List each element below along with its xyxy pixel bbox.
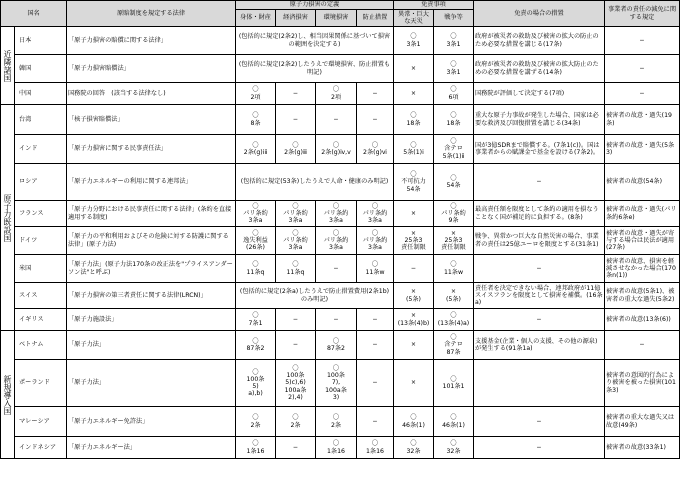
table-row xyxy=(1,283,680,309)
liability-reduction-cell: 被害者の故意、損害を軽減させなかった場合(170条n(1)) xyxy=(605,255,680,283)
country-name: 韓国 xyxy=(15,55,67,83)
person-property-cell: 〇 87条2 xyxy=(236,331,276,360)
economic-loss-cell: 〇 パリ条約 3条a xyxy=(276,201,316,227)
war-cell: 〇 18条 xyxy=(434,105,474,135)
natural-disaster-cell: × xyxy=(394,201,434,227)
country-name: 米国 xyxy=(15,255,67,283)
natural-disaster-cell: × xyxy=(394,360,434,407)
table-row xyxy=(1,227,680,255)
liability-reduction-cell: 被害者の故意・過失(パリ条約6条e) xyxy=(605,201,680,227)
damage-definition-summary: (包括的に規定(2条a)したうえで防止措置費用(2条1b)のみ明記) xyxy=(236,283,394,309)
header-country: 国名 xyxy=(1,1,67,27)
exemption-measures-cell: 戦争、異常かつ巨大な自然災害の場合、事業者の責任は25億ユーロを限度とする(31条1) xyxy=(474,227,605,255)
natural-disaster-cell: 〇 46条(1) xyxy=(394,407,434,437)
economic-loss-cell: 〇 100条 5)c),6) 100a条 2),4) xyxy=(276,360,316,407)
country-name: マレーシア xyxy=(15,407,67,437)
exemption-measures-cell: − xyxy=(474,407,605,437)
natural-disaster-cell: × (5条) xyxy=(394,283,434,309)
table-row xyxy=(1,201,680,227)
natural-disaster-cell: × (13条(4)b) xyxy=(394,309,434,331)
person-property-cell: 〇 2項 xyxy=(236,83,276,105)
economic-loss-cell: − xyxy=(276,105,316,135)
table-row xyxy=(1,437,680,459)
war-cell: × 25条3 責任制限 xyxy=(434,227,474,255)
exemption-measures-cell: 国が3億SDRまで賠償する。(7条1(c))。国は事業者からの賦課金で基金を設ける(7条2)。 xyxy=(474,135,605,164)
country-name: スイス xyxy=(15,283,67,309)
war-cell: 〇 32条 xyxy=(434,437,474,459)
exemption-measures-cell: 責任者を決定できない場合、連邦政府が11億スイスフランを限度として損害を補償。(16条a) xyxy=(474,283,605,309)
natural-disaster-cell: × xyxy=(394,83,434,105)
damage-definition-summary: (包括的に規定(2条2)したうえで環境損害、防止措置も明記) xyxy=(236,55,394,83)
table-row xyxy=(1,309,680,331)
economic-loss-cell: 〇 11条q xyxy=(276,255,316,283)
environmental-damage-cell: 〇 パリ条約 3条a xyxy=(316,227,357,255)
environmental-damage-cell: − xyxy=(316,309,357,331)
economic-loss-cell: − xyxy=(276,437,316,459)
preventive-measures-cell: 〇 11条w xyxy=(357,255,394,283)
preventive-measures-cell: − xyxy=(357,309,394,331)
preventive-measures-cell: − xyxy=(357,407,394,437)
law-name: 「原子力エネルギー免許法」 xyxy=(67,407,236,437)
exemption-measures-cell: 重大な原子力事故が発生した場合、国家は必要な救済及び回復措置を講じる(34条) xyxy=(474,105,605,135)
natural-disaster-cell: × xyxy=(394,55,434,83)
header-natural-disaster: 異常・巨大な天災 xyxy=(394,10,434,27)
table-row xyxy=(1,255,680,283)
liability-reduction-cell: − xyxy=(605,27,680,55)
table-row xyxy=(1,331,680,360)
environmental-damage-cell: − xyxy=(316,255,357,283)
country-name: インド xyxy=(15,135,67,164)
country-name: 中国 xyxy=(15,83,67,105)
war-cell: 〇 含テロ 5条(1)ⅱ xyxy=(434,135,474,164)
liability-reduction-cell: 被害者の故意・過失(5条3) xyxy=(605,135,680,164)
law-name: 国務院の回答 (該当する法律なし) xyxy=(67,83,236,105)
header-person-property: 身体・財産 xyxy=(236,10,276,27)
exemption-measures-cell: − xyxy=(474,309,605,331)
exemption-measures-cell: 国務院が評価して決定する(7項) xyxy=(474,83,605,105)
preventive-measures-cell: − xyxy=(357,331,394,360)
person-property-cell: 〇 1条16 xyxy=(236,437,276,459)
table-row xyxy=(1,105,680,135)
person-property-cell: 〇 8条 xyxy=(236,105,276,135)
preventive-measures-cell: 〇 パリ条約 3条a xyxy=(357,201,394,227)
table-row xyxy=(1,55,680,83)
person-property-cell: 〇 2条(g)ⅰⅱ xyxy=(236,135,276,164)
person-property-cell: 〇 逸失利益 (26条) xyxy=(236,227,276,255)
environmental-damage-cell: 〇 2項 xyxy=(316,83,357,105)
law-name: 「原子力損害に関する民事責任法」 xyxy=(67,135,236,164)
environmental-damage-cell: 〇 パリ条約 3条a xyxy=(316,201,357,227)
war-cell: 〇 パリ条約 9条 xyxy=(434,201,474,227)
category-label: 新規導入国 xyxy=(1,331,15,459)
natural-disaster-cell: 〇 3条1 xyxy=(394,27,434,55)
law-name: 「原子力法」 xyxy=(67,360,236,407)
law-name: 「原子力損害賠償法」 xyxy=(67,55,236,83)
table-row xyxy=(1,27,680,55)
natural-disaster-cell: × 25条3 責任制限 xyxy=(394,227,434,255)
category-label: 原子力既設国 xyxy=(1,105,15,331)
table-row xyxy=(1,83,680,105)
law-name: 「原子力法」(原子力法170条の改正法を"プライスアンダーソン法"と呼ぶ) xyxy=(67,255,236,283)
economic-loss-cell: 〇 パリ条約 3条a xyxy=(276,227,316,255)
header-exemption-measures: 免責の場合の措置 xyxy=(474,1,605,27)
country-name: イギリス xyxy=(15,309,67,331)
country-name: 日本 xyxy=(15,27,67,55)
country-name: ドイツ xyxy=(15,227,67,255)
table-row xyxy=(1,164,680,201)
law-name: 「原子力損害の第三者責任に関する法律(LRCN)」 xyxy=(67,283,236,309)
liability-reduction-cell: − xyxy=(605,83,680,105)
environmental-damage-cell: 〇 100条 7), 100a条 3) xyxy=(316,360,357,407)
law-name: 「原子力施設法」 xyxy=(67,309,236,331)
exemption-measures-cell xyxy=(474,360,605,407)
natural-disaster-cell: − xyxy=(394,255,434,283)
country-name: 台湾 xyxy=(15,105,67,135)
war-cell: 〇 101条1 xyxy=(434,360,474,407)
preventive-measures-cell: 〇 パリ条約 3条a xyxy=(357,227,394,255)
table-row xyxy=(1,360,680,407)
exemption-measures-cell: − xyxy=(474,164,605,201)
liability-reduction-cell: 被害者の故意(54条) xyxy=(605,164,680,201)
country-name: ロシア xyxy=(15,164,67,201)
law-name: 「原子力損害の賠償に関する法律」 xyxy=(67,27,236,55)
preventive-measures-cell: − xyxy=(357,360,394,407)
damage-definition-summary: (包括的に規定(2条2)し、相当因果関係に基づいて損害の範囲を決定する) xyxy=(236,27,394,55)
natural-disaster-cell: × xyxy=(394,331,434,360)
natural-disaster-cell: 〇 5条(1)ⅰ xyxy=(394,135,434,164)
person-property-cell: 〇 パリ条約 3条a xyxy=(236,201,276,227)
environmental-damage-cell: 〇 87条2 xyxy=(316,331,357,360)
environmental-damage-cell: 〇 2条(g)ⅳ,ⅴ xyxy=(316,135,357,164)
liability-reduction-cell: 被害者の故意・過失が寄与する場合は民法が適用(27条) xyxy=(605,227,680,255)
header-damage-definition: 原子力損害の定義 xyxy=(236,1,394,10)
natural-disaster-cell: 〇 18条 xyxy=(394,105,434,135)
liability-reduction-cell: − xyxy=(605,331,680,360)
liability-reduction-cell: − xyxy=(605,55,680,83)
header-economic-loss: 経済損害 xyxy=(276,10,316,27)
preventive-measures-cell: 〇 1条16 xyxy=(357,437,394,459)
environmental-damage-cell: − xyxy=(316,105,357,135)
economic-loss-cell: − xyxy=(276,331,316,360)
war-cell: 〇 3条1 xyxy=(434,27,474,55)
law-name: 「原子力エネルギー法」 xyxy=(67,437,236,459)
country-name: インドネシア xyxy=(15,437,67,459)
header-environmental-damage: 環境損害 xyxy=(316,10,357,27)
preventive-measures-cell: 〇 2条(g)ⅵ xyxy=(357,135,394,164)
liability-reduction-cell: 被害者の故意(13条(6)) xyxy=(605,309,680,331)
natural-disaster-cell: 〇 32条 xyxy=(394,437,434,459)
person-property-cell: 〇 2条 xyxy=(236,407,276,437)
damage-definition-summary: (包括的に規定(53条)したうえで人命・健康のみ明記) xyxy=(236,164,394,201)
country-name: ベトナム xyxy=(15,331,67,360)
header-law: 原賠制度を規定する法律 xyxy=(67,1,236,27)
economic-loss-cell: 〇 2条 xyxy=(276,407,316,437)
country-name: ポーランド xyxy=(15,360,67,407)
environmental-damage-cell: 〇 2条 xyxy=(316,407,357,437)
header-war: 戦争等 xyxy=(434,10,474,27)
environmental-damage-cell: 〇 1条16 xyxy=(316,437,357,459)
natural-disaster-cell: 〇 不可抗力 54条 xyxy=(394,164,434,201)
liability-reduction-cell: 被害者の故意・過失(19条) xyxy=(605,105,680,135)
law-name: 「原子力分野における民事責任に関する法律」(条約を直接適用する制度) xyxy=(67,201,236,227)
preventive-measures-cell: − xyxy=(357,83,394,105)
liability-reduction-cell: 被害者の重大な過失又は故意(49条) xyxy=(605,407,680,437)
law-name: 「原子力エネルギーの利用に関する連邦法」 xyxy=(67,164,236,201)
exemption-measures-cell: − xyxy=(474,437,605,459)
exemption-measures-cell: 政府が被災者の救助及び被害の拡大防止のための必要な措置を講ずる(14条) xyxy=(474,55,605,83)
war-cell: 〇 54条 xyxy=(434,164,474,201)
war-cell: 〇 46条(1) xyxy=(434,407,474,437)
law-name: 「原子力法」 xyxy=(67,331,236,360)
header-exemptions: 免責事項 xyxy=(394,1,474,10)
table-row xyxy=(1,135,680,164)
category-label: 近隣諸国 xyxy=(1,27,15,105)
exemption-measures-cell: 政府が被災者の救助及び被害の拡大の防止のため必要な措置を講じる(17条) xyxy=(474,27,605,55)
war-cell: 〇 6項 xyxy=(434,83,474,105)
person-property-cell: 〇 7条1 xyxy=(236,309,276,331)
war-cell: 〇 11条w xyxy=(434,255,474,283)
preventive-measures-cell: − xyxy=(357,105,394,135)
person-property-cell: 〇 11条q xyxy=(236,255,276,283)
war-cell: 〇 含テロ 87条 xyxy=(434,331,474,360)
law-name: 「原子力の平和利用およびその危険に対する防護に関する法律」(原子力法) xyxy=(67,227,236,255)
exemption-measures-cell: − xyxy=(474,255,605,283)
liability-reduction-cell: 被害者の故意(33条1) xyxy=(605,437,680,459)
header-preventive-measures: 防止措置 xyxy=(357,10,394,27)
law-name: 「核子損害賠償法」 xyxy=(67,105,236,135)
economic-loss-cell: − xyxy=(276,83,316,105)
war-cell: 〇 3条1 xyxy=(434,55,474,83)
person-property-cell: 〇 100条 5) a),b) xyxy=(236,360,276,407)
war-cell: × (5条) xyxy=(434,283,474,309)
header-liability-reduction: 事業者の責任の減免に関する規定 xyxy=(605,1,680,27)
country-name: フランス xyxy=(15,201,67,227)
exemption-measures-cell: 最高責任額を限度として条約の適用を損なうことなく国が補足的に負担する。(8条) xyxy=(474,201,605,227)
exemption-measures-cell: 支援基金(企業・個人の支援、その他の源泉)が発生する(91条1a) xyxy=(474,331,605,360)
war-cell: 〇 (13条(4)a) xyxy=(434,309,474,331)
liability-reduction-cell: 被害者の故意(5条1)、被害者の重大な過失(5条2) xyxy=(605,283,680,309)
table-row xyxy=(1,407,680,437)
liability-reduction-cell: 被害者の意図的行為により被害を被った損害(101条3) xyxy=(605,360,680,407)
economic-loss-cell: 〇 2条(g)ⅲ xyxy=(276,135,316,164)
economic-loss-cell: − xyxy=(276,309,316,331)
